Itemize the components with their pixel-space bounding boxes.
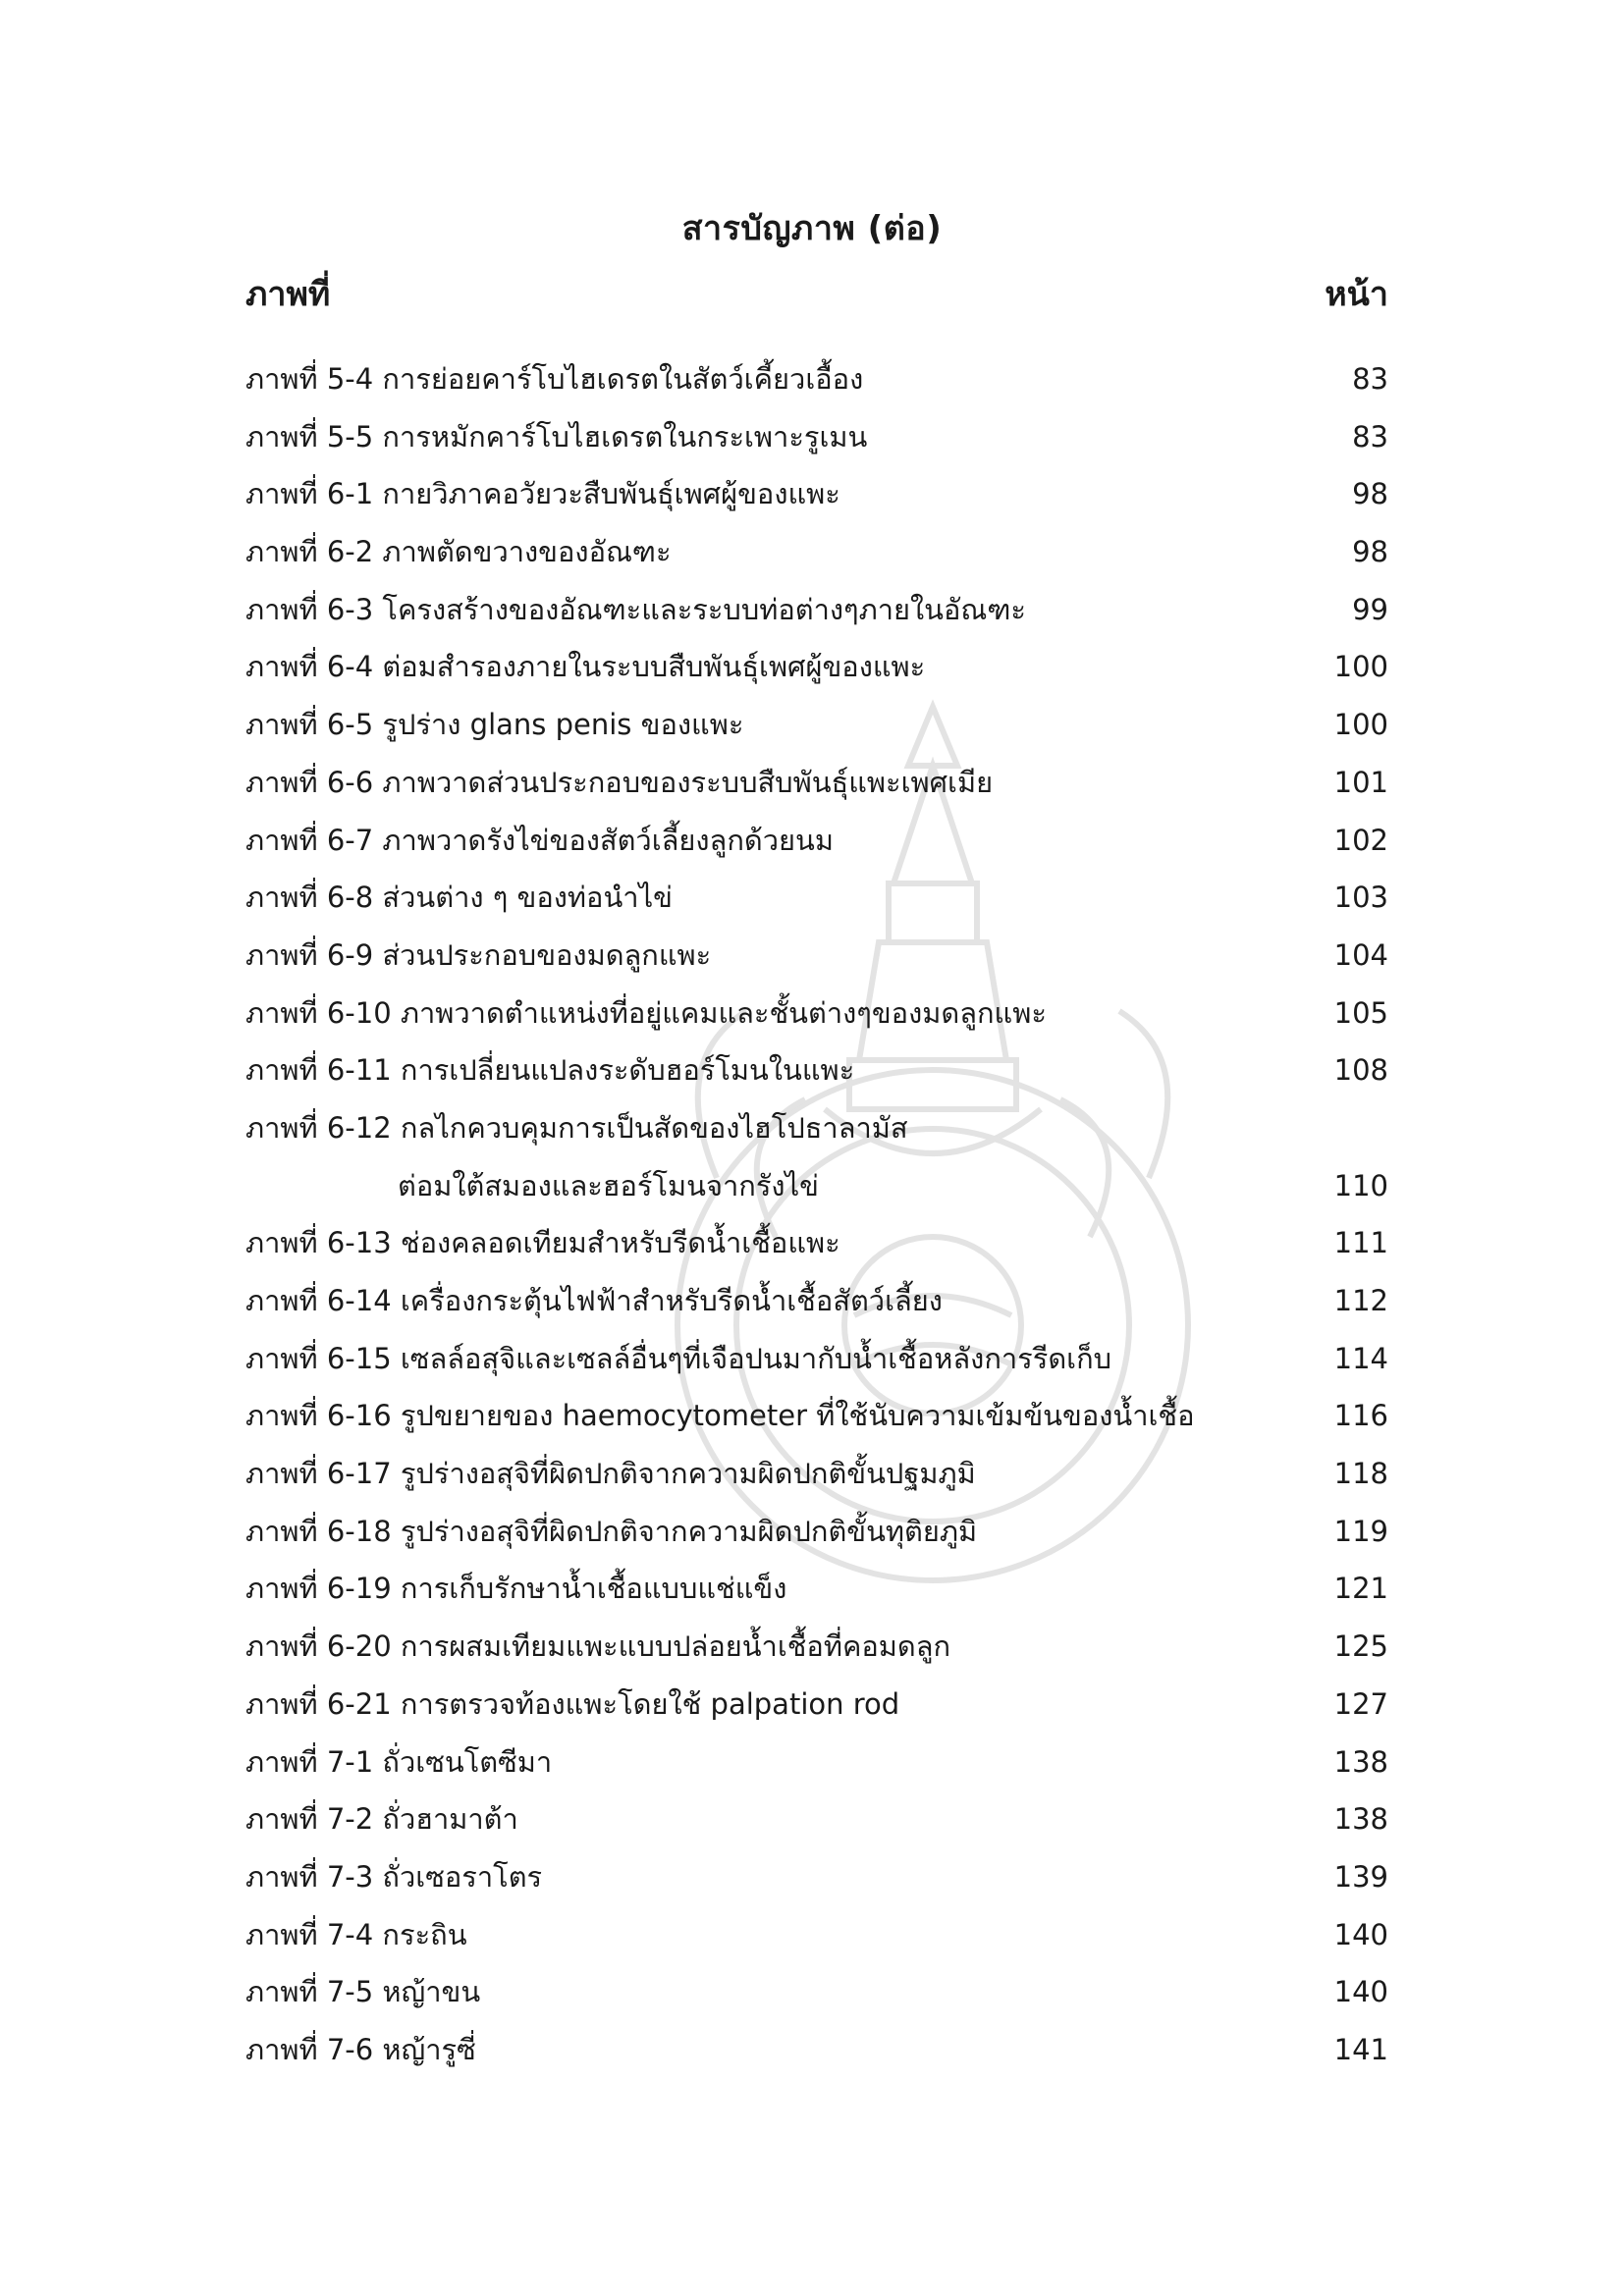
page-number: 83 <box>1352 362 1388 396</box>
page-number: 140 <box>1333 1917 1388 1951</box>
figure-caption: ภาพที่ 7-6 หญ้ารูซี่ <box>245 2032 476 2066</box>
figure-caption: ภาพที่ 6-2 ภาพตัดขวางของอัณฑะ <box>245 535 672 569</box>
list-item <box>245 647 1388 705</box>
page-number: 103 <box>1333 881 1388 915</box>
page-number: 100 <box>1333 708 1388 742</box>
figure-caption: ภาพที่ 6-11 การเปลี่ยนแปลงระดับฮอร์โมนในแพะ <box>245 1053 855 1088</box>
page-number: 102 <box>1333 823 1388 857</box>
list-item <box>245 1454 1388 1512</box>
list-item <box>245 1857 1388 1915</box>
figure-caption: ภาพที่ 6-8 ส่วนต่าง ๆ ของท่อนำไข่ <box>245 881 673 915</box>
figure-caption: ภาพที่ 5-4 การย่อยคาร์โบไฮเดรตในสัตว์เคี้ยวเอื้อง <box>245 362 864 396</box>
list-item <box>245 417 1388 475</box>
list-item <box>245 1223 1388 1281</box>
page-number: 114 <box>1333 1341 1388 1375</box>
list-item <box>245 1281 1388 1339</box>
page-number: 108 <box>1333 1053 1388 1088</box>
figure-caption: ภาพที่ 7-2 ถั่วฮามาต้า <box>245 1802 518 1837</box>
list-item <box>245 1972 1388 2030</box>
page-number: 118 <box>1333 1457 1388 1491</box>
list-item <box>245 1569 1388 1627</box>
figure-caption: ภาพที่ 6-17 รูปร่างอสุจิที่ผิดปกติจากความผิดปกติขั้นปฐมภูมิ <box>245 1457 976 1491</box>
figure-caption: ภาพที่ 6-1 กายวิภาคอวัยวะสืบพันธุ์เพศผู้ของแพะ <box>245 477 840 511</box>
figure-caption: ภาพที่ 7-3 ถั่วเซอราโตร <box>245 1859 543 1894</box>
page-number: 140 <box>1333 1975 1388 2009</box>
page-title: สารบัญภาพ (ต่อ) <box>681 209 943 248</box>
list-item <box>245 1339 1388 1397</box>
list-item <box>245 1108 1388 1166</box>
figure-caption: ภาพที่ 6-13 ช่องคลอดเทียมสำหรับรีดน้ำเชื้อแพะ <box>245 1226 840 1260</box>
figure-caption: ภาพที่ 6-18 รูปร่างอสุจิที่ผิดปกติจากความผิดปกติขั้นทุติยภูมิ <box>245 1514 978 1548</box>
page-number: 98 <box>1352 477 1388 511</box>
figure-caption: ภาพที่ 6-12 กลไกควบคุมการเป็นสัดของไฮโปธาลามัส <box>245 1110 908 1145</box>
figure-list <box>245 359 1388 2088</box>
figure-caption: ภาพที่ 6-6 ภาพวาดส่วนประกอบของระบบสืบพันธุ์แพะเพศเมีย <box>245 765 994 799</box>
column-heading-page: หน้า <box>1325 275 1388 314</box>
page-number: 110 <box>1333 1168 1388 1202</box>
list-item <box>245 1512 1388 1570</box>
figure-caption: ภาพที่ 6-20 การผสมเทียมแพะแบบปล่อยน้ำเชื้อที่คอมดลูก <box>245 1629 951 1664</box>
list-item <box>245 1627 1388 1684</box>
page-number: 125 <box>1333 1629 1388 1664</box>
page-number: 138 <box>1333 1802 1388 1837</box>
page-number: 121 <box>1333 1572 1388 1606</box>
list-item <box>245 935 1388 993</box>
page-number: 112 <box>1333 1284 1388 1317</box>
page-number: 83 <box>1352 419 1388 454</box>
list-item <box>245 993 1388 1051</box>
list-item <box>245 359 1388 417</box>
figure-caption: ภาพที่ 6-10 ภาพวาดตำแหน่งที่อยู่แคมและชั้นต่างๆของมดลูกแพะ <box>245 995 1047 1030</box>
list-item <box>245 1684 1388 1742</box>
figure-caption: ภาพที่ 6-7 ภาพวาดรังไข่ของสัตว์เลี้ยงลูกด้วยนม <box>245 823 834 857</box>
page-number: 111 <box>1333 1226 1388 1260</box>
page-number: 127 <box>1333 1686 1388 1721</box>
list-item <box>245 1799 1388 1857</box>
list-item <box>245 1166 1388 1224</box>
page-number: 105 <box>1333 995 1388 1030</box>
figure-caption: ภาพที่ 6-4 ต่อมสำรองภายในระบบสืบพันธุ์เพศผู้ของแพะ <box>245 650 926 684</box>
column-heading-figure: ภาพที่ <box>245 275 331 314</box>
figure-caption: ภาพที่ 5-5 การหมักคาร์โบไฮเดรตในกระเพาะรูเมน <box>245 419 868 454</box>
list-item <box>245 763 1388 821</box>
list-item <box>245 878 1388 935</box>
figure-caption: ภาพที่ 6-16 รูปขยายของ haemocytometer ที่ใช้นับความเข้มข้นของน้ำเชื้อ <box>245 1399 1195 1433</box>
figure-caption: ภาพที่ 7-1 ถั่วเซนโตซีมา <box>245 1744 553 1779</box>
page-number: 99 <box>1352 592 1388 626</box>
figure-caption: ภาพที่ 7-4 กระถิน <box>245 1917 467 1951</box>
page-number: 98 <box>1352 535 1388 569</box>
figure-caption: ภาพที่ 6-9 ส่วนประกอบของมดลูกแพะ <box>245 937 712 972</box>
list-item <box>245 705 1388 763</box>
page-number: 141 <box>1333 2032 1388 2066</box>
list-item <box>245 1915 1388 1973</box>
page-number: 100 <box>1333 650 1388 684</box>
page-number: 139 <box>1333 1859 1388 1894</box>
list-item <box>245 590 1388 648</box>
list-item <box>245 474 1388 532</box>
list-item <box>245 821 1388 879</box>
figure-caption: ต่อมใต้สมองและฮอร์โมนจากรังไข่ <box>398 1168 819 1202</box>
page-number: 116 <box>1333 1399 1388 1433</box>
list-item <box>245 532 1388 590</box>
list-item <box>245 2030 1388 2088</box>
figure-caption: ภาพที่ 6-15 เซลล์อสุจิและเซลล์อื่นๆที่เจือปนมากับน้ำเชื้อหลังการรีดเก็บ <box>245 1341 1112 1375</box>
figure-caption: ภาพที่ 6-19 การเก็บรักษาน้ำเชื้อแบบแช่แข็ง <box>245 1572 787 1606</box>
list-item <box>245 1396 1388 1454</box>
figure-caption: ภาพที่ 6-14 เครื่องกระตุ้นไฟฟ้าสำหรับรีดน้ำเชื้อสัตว์เลี้ยง <box>245 1284 943 1317</box>
page-number: 104 <box>1333 937 1388 972</box>
figure-caption: ภาพที่ 6-21 การตรวจท้องแพะโดยใช้ palpation rod <box>245 1686 900 1721</box>
page-number: 119 <box>1333 1514 1388 1548</box>
page-number: 138 <box>1333 1744 1388 1779</box>
figure-caption: ภาพที่ 7-5 หญ้าขน <box>245 1975 481 2009</box>
figure-caption: ภาพที่ 6-3 โครงสร้างของอัณฑะและระบบท่อต่างๆภายในอัณฑะ <box>245 592 1026 626</box>
list-item <box>245 1050 1388 1108</box>
page-number: 101 <box>1333 765 1388 799</box>
list-item <box>245 1742 1388 1800</box>
figure-caption: ภาพที่ 6-5 รูปร่าง glans penis ของแพะ <box>245 708 744 742</box>
